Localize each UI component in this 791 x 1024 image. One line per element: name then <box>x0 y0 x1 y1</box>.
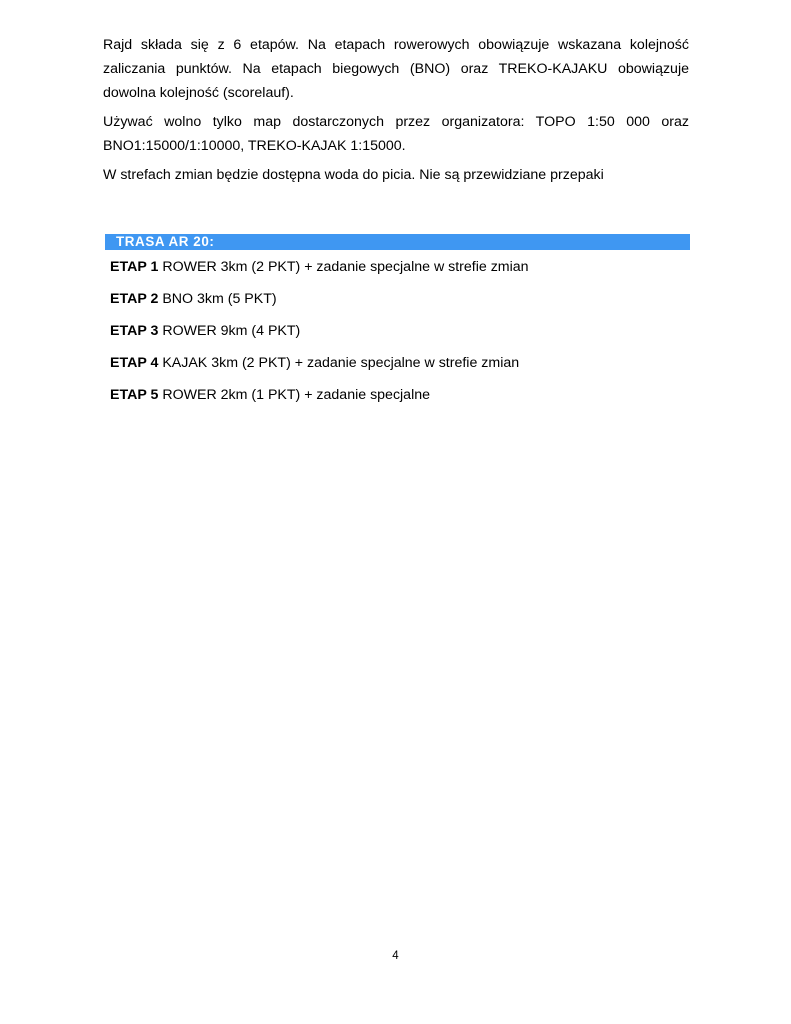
stage-label: ETAP 1 <box>110 259 159 275</box>
stage-label: ETAP 2 <box>110 291 159 307</box>
stage-description: KAJAK 3km (2 PKT) + zadanie specjalne w strefie zmian <box>158 355 520 371</box>
stage-label: ETAP 5 <box>110 387 159 403</box>
stage-description: BNO 3km (5 PKT) <box>158 291 277 307</box>
paragraph-maps: Używać wolno tylko map dostarczonych przez organizatora: TOPO 1:50 000 oraz BNO1:15000/1:10000, TREKO-KAJAK 1:15000. <box>103 114 689 154</box>
stage-item-1 <box>110 257 690 277</box>
section-heading-trasa: TRASA AR 20: <box>105 234 690 250</box>
stage-item-2 <box>110 289 690 309</box>
stage-label: ETAP 4 <box>110 355 159 371</box>
stage-item-4 <box>110 353 690 373</box>
page-number: 4 <box>392 950 399 962</box>
stage-list <box>110 257 690 417</box>
paragraph-stages-rules: Rajd składa się z 6 etapów. Na etapach rowerowych obowiązuje wskazana kolejność zaliczania punktów. Na etapach biegowych (BNO) oraz TREKO-KAJAKU obowiązuje dowolna kolejność (scorelauf). <box>103 37 689 101</box>
stage-item-3 <box>110 321 690 341</box>
stage-item-5 <box>110 385 690 405</box>
stage-description: ROWER 3km (2 PKT) + zadanie specjalne w strefie zmian <box>158 259 529 275</box>
stage-label: ETAP 3 <box>110 323 159 339</box>
intro-text <box>103 33 689 187</box>
paragraph-water: W strefach zmian będzie dostępna woda do picia. Nie są przewidziane przepaki <box>103 167 604 183</box>
stage-description: ROWER 2km (1 PKT) + zadanie specjalne <box>158 387 431 403</box>
stage-description: ROWER 9km (4 PKT) <box>158 323 301 339</box>
